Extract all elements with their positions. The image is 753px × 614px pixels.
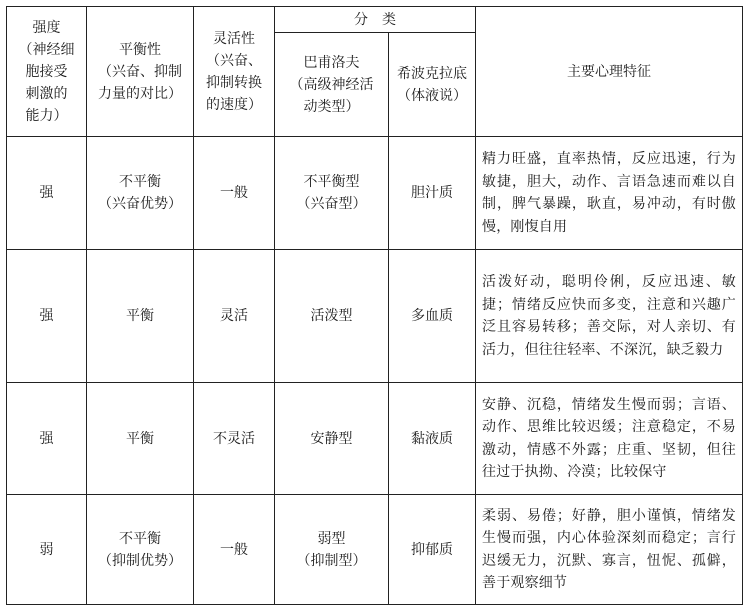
pavlov-line: 安静型 <box>310 430 353 447</box>
pavlov-cell <box>275 137 389 250</box>
balance-cell <box>87 383 194 495</box>
flexibility-cell: 一般 <box>194 137 275 250</box>
pavlov-cell <box>275 383 389 495</box>
balance-line: 平衡 <box>126 308 154 324</box>
strength-cell: 强 <box>7 383 87 495</box>
features-cell: 安静、沉稳，情绪发生慢而弱；言语、动作、思维比较迟缓；注意稳定，不易激动，情感不外露；庄重、坚韧，但往往过于执拗、冷漠；比较保守 <box>476 383 743 495</box>
pavlov-line: （抑制型） <box>296 552 367 569</box>
pavlov-cell <box>275 250 389 383</box>
balance-cell <box>87 250 194 383</box>
flexibility-cell: 一般 <box>194 495 275 605</box>
header-flexibility-line: 灵活性 <box>213 30 255 47</box>
header-flexibility-line: 的速度） <box>206 96 262 113</box>
strength-cell: 强 <box>7 250 87 383</box>
features-cell: 柔弱、易倦；好静，胆小谨慎，情绪发生慢而强，内心体验深刻而稳定；言行迟缓无力，沉默、寡言，忸怩、孤僻，善于观察细节 <box>476 495 743 605</box>
header-strength-line: 胞接受 <box>25 63 68 80</box>
header-balance-line: 力量的对比） <box>98 85 182 102</box>
pavlov-line: 活泼型 <box>310 308 353 324</box>
header-flexibility-line: 抑制转换 <box>206 74 262 91</box>
hippocrates-cell: 抑郁质 <box>389 495 476 605</box>
header-hippocrates-line: 希波克拉底 <box>397 65 467 82</box>
features-cell: 活泼好动，聪明伶俐，反应迅速、敏捷；情绪反应快而多变，注意和兴趣广泛且容易转移；善交际，对人亲切、有活力，但往往轻率、不深沉，缺乏毅力 <box>476 250 743 383</box>
header-strength-line: 刺激的 <box>25 85 68 102</box>
balance-line: 平衡 <box>126 430 154 447</box>
pavlov-line: （兴奋型） <box>296 196 367 212</box>
flexibility-cell: 不灵活 <box>194 383 275 495</box>
header-pavlov <box>275 33 389 137</box>
table-row <box>7 383 743 495</box>
balance-line: （抑制优势） <box>98 552 182 569</box>
header-strength <box>7 7 87 137</box>
header-features: 主要心理特征 <box>476 7 743 137</box>
strength-cell: 弱 <box>7 495 87 605</box>
header-balance <box>87 7 194 137</box>
balance-cell <box>87 495 194 605</box>
header-strength-line: （神经细 <box>18 41 75 58</box>
hippocrates-cell: 黏液质 <box>389 383 476 495</box>
pavlov-line: 弱型 <box>317 530 346 547</box>
header-pavlov-line: 动类型） <box>303 98 360 115</box>
header-hippocrates-line: （体液说） <box>397 87 467 104</box>
balance-cell <box>87 137 194 250</box>
header-balance-line: （兴奋、抑制 <box>98 63 182 80</box>
table-row <box>7 495 743 605</box>
header-pavlov-line: （高级神经活 <box>289 76 374 93</box>
header-pavlov-line: 巴甫洛夫 <box>303 54 360 71</box>
header-strength-line: 能力） <box>25 107 68 124</box>
hippocrates-cell: 胆汁质 <box>389 137 476 250</box>
header-flexibility <box>194 7 275 137</box>
flexibility-cell: 灵活 <box>194 250 275 383</box>
header-strength-line: 强度 <box>32 19 61 36</box>
hippocrates-cell: 多血质 <box>389 250 476 383</box>
pavlov-line: 不平衡型 <box>303 174 360 190</box>
balance-line: （兴奋优势） <box>98 196 182 212</box>
pavlov-cell <box>275 495 389 605</box>
balance-line: 不平衡 <box>119 174 161 190</box>
table-row <box>7 250 743 383</box>
balance-line: 不平衡 <box>119 530 161 547</box>
table-row <box>7 137 743 250</box>
header-hippocrates <box>389 33 476 137</box>
header-balance-line: 平衡性 <box>119 41 161 58</box>
temperament-table <box>6 6 743 605</box>
header-classification: 分 类 <box>275 7 476 33</box>
strength-cell: 强 <box>7 137 87 250</box>
header-flexibility-line: （兴奋、 <box>206 52 262 69</box>
features-cell: 精力旺盛，直率热情，反应迅速，行为敏捷，胆大，动作、言语急速而难以自制，脾气暴躁，耿直，易冲动，有时傲慢，刚愎自用 <box>476 137 743 250</box>
